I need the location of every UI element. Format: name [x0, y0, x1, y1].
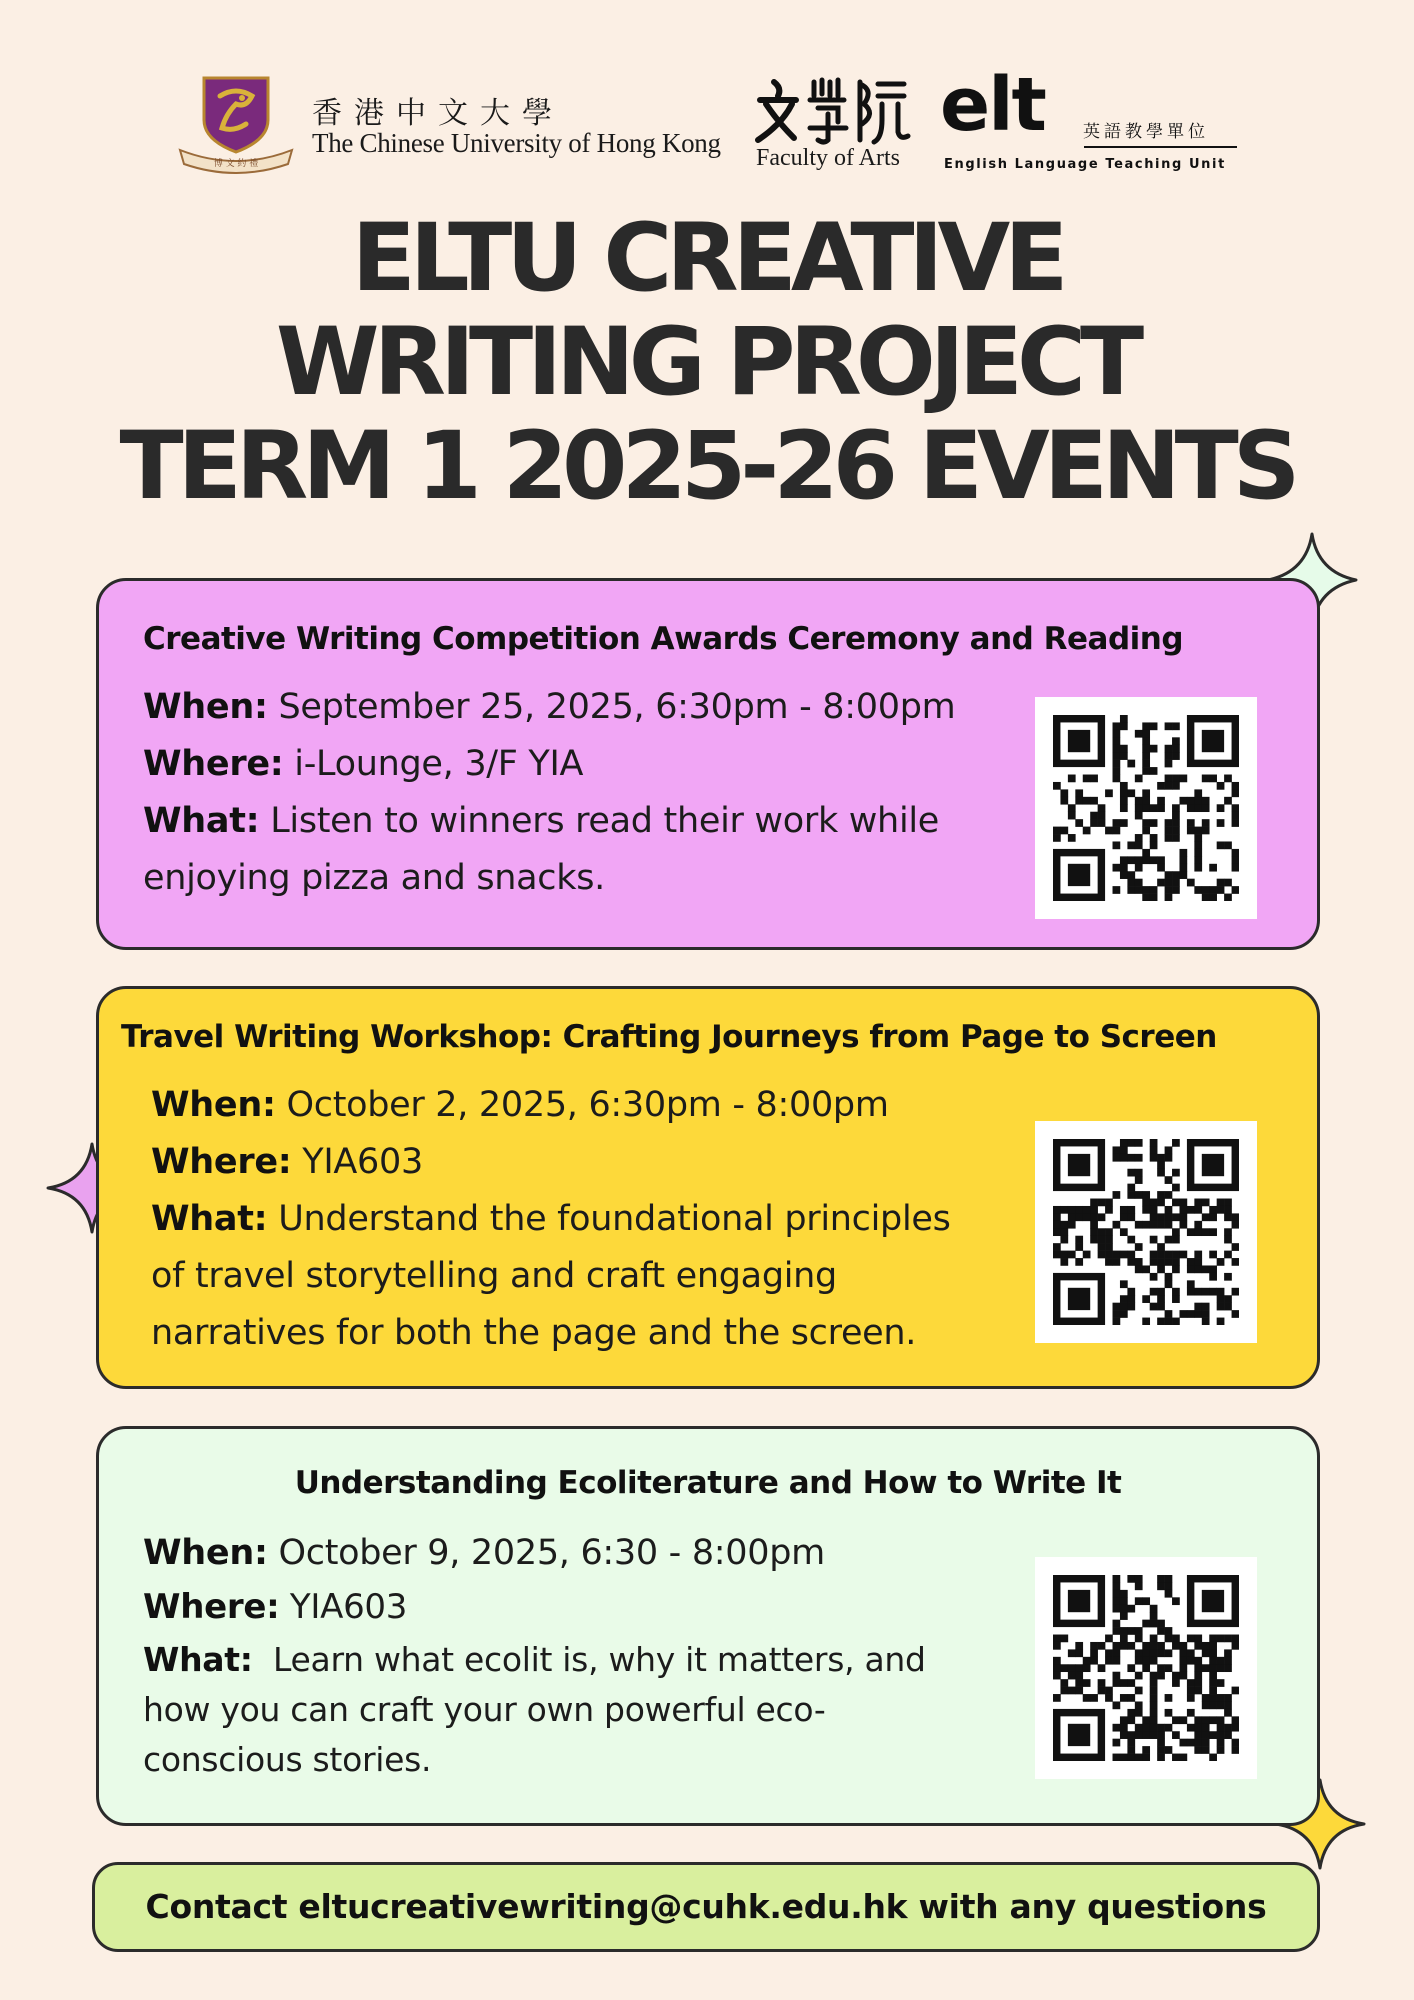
qr-code-icon[interactable]: [1035, 1121, 1257, 1343]
event-what-continued: conscious stories.: [143, 1740, 432, 1779]
event-where: Where: YIA603: [143, 1587, 408, 1627]
event-card-travel-writing-workshop: [96, 986, 1320, 1389]
poster-title-line-2: WRITING PROJECT: [275, 308, 1139, 417]
qr-code-icon[interactable]: [1035, 1557, 1257, 1779]
event-where: Where: i-Lounge, 3/F YIA: [143, 744, 584, 784]
faculty-of-arts-calligraphy-logo: [752, 74, 912, 146]
poster-title-line-3: TERM 1 2025-26 EVENTS: [119, 412, 1295, 521]
cuhk-name-zh: 香港中文大學: [312, 96, 564, 131]
cuhk-crest-logo: [176, 74, 296, 174]
event-what: What: Understand the foundational principles: [151, 1199, 951, 1239]
event-title: Creative Writing Competition Awards Ceremony and Reading: [143, 621, 1184, 657]
event-what-continued: narratives for both the page and the screen.: [151, 1313, 917, 1353]
event-what: What: Listen to winners read their work while: [143, 801, 940, 841]
elt-name-en: English Language Teaching Unit: [944, 157, 1226, 172]
event-when: When: September 25, 2025, 6:30pm - 8:00pm: [143, 687, 956, 727]
event-when: When: October 2, 2025, 6:30pm - 8:00pm: [151, 1085, 889, 1125]
event-what-continued: how you can craft your own powerful eco-: [143, 1690, 826, 1729]
contact-banner: [92, 1862, 1320, 1952]
event-title: Travel Writing Workshop: Crafting Journeys from Page to Screen: [121, 1019, 1217, 1055]
cuhk-name-en: The Chinese University of Hong Kong: [312, 128, 721, 158]
elt-logo-wordmark: elt: [940, 62, 1045, 148]
event-what-continued: enjoying pizza and snacks.: [143, 858, 605, 898]
event-card-ecoliterature: [96, 1426, 1320, 1826]
faculty-of-arts-name: Faculty of Arts: [756, 145, 900, 171]
elt-name-zh: 英語教學單位: [1083, 122, 1209, 142]
event-card-awards-ceremony: [96, 578, 1320, 950]
event-title: Understanding Ecoliterature and How to Write It: [294, 1465, 1122, 1501]
elt-logo-rule: [1084, 146, 1237, 148]
event-what-continued: of travel storytelling and craft engaging: [151, 1256, 837, 1296]
contact-text[interactable]: Contact eltucreativewriting@cuhk.edu.hk with any questions: [145, 1887, 1267, 1926]
event-where: Where: YIA603: [151, 1142, 423, 1182]
svg-text:博 文 約 禮: 博 文 約 禮: [213, 159, 259, 169]
event-what: What: Learn what ecolit is, why it matters, and: [143, 1640, 926, 1679]
qr-code-icon[interactable]: [1035, 697, 1257, 919]
event-when: When: October 9, 2025, 6:30 - 8:00pm: [143, 1533, 825, 1573]
poster-title-line-1: ELTU CREATIVE: [351, 204, 1063, 313]
